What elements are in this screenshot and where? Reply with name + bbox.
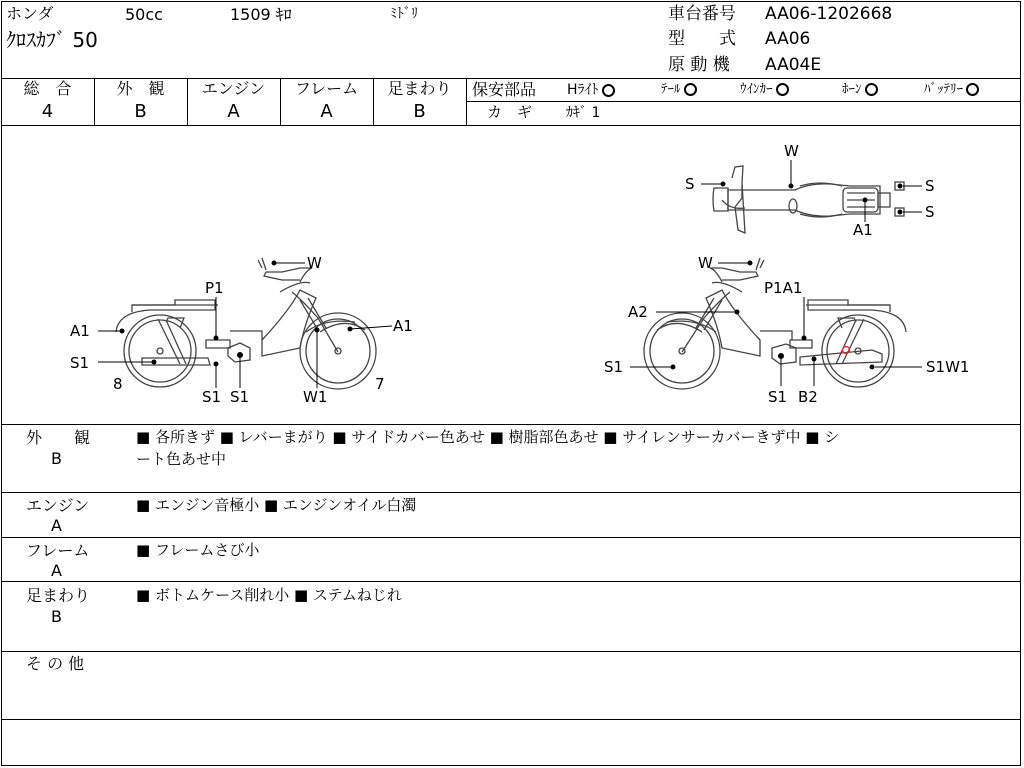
divider bbox=[1, 537, 1021, 538]
grade-value: B bbox=[134, 101, 147, 122]
diagram-label: S1 bbox=[768, 388, 788, 406]
circle-ok-icon bbox=[602, 84, 615, 97]
grade-label: 足まわり bbox=[387, 79, 452, 98]
diagram-label: S bbox=[685, 175, 695, 193]
diagram-label: W bbox=[698, 254, 713, 272]
diagram-label: S1 bbox=[230, 388, 250, 406]
safety-item-label: ﾊﾞｯﾃﾘｰ bbox=[924, 82, 963, 97]
maker: ホンダ bbox=[6, 4, 54, 23]
safety-item-tail bbox=[661, 83, 697, 96]
note-text: ■ ボトムケース削れ小 ■ ステムねじれ bbox=[136, 586, 402, 604]
diagram-label: B2 bbox=[798, 388, 818, 406]
note-text: ■ エンジン音極小 ■ エンジンオイル白濁 bbox=[136, 496, 417, 514]
diagram-label: P1 bbox=[205, 279, 224, 297]
note-category: 外 観 bbox=[26, 428, 91, 447]
note-category: フレーム bbox=[26, 541, 90, 560]
key-value: ｶｷﾞ 1 bbox=[566, 105, 601, 121]
diagram-label: A2 bbox=[628, 303, 648, 321]
frame-no-label: 車台番号 bbox=[668, 4, 736, 24]
engine-value: AA04E bbox=[765, 55, 822, 75]
note-category: そ の 他 bbox=[26, 654, 85, 673]
divider bbox=[1, 424, 1021, 425]
diagram-label: 8 bbox=[113, 375, 123, 393]
type-label: 型 式 bbox=[668, 29, 736, 49]
diagram-label: S bbox=[925, 203, 935, 221]
color: ﾐﾄﾞﾘ bbox=[390, 6, 418, 22]
bike-left-view bbox=[116, 258, 376, 389]
frame-no: AA06-1202668 bbox=[765, 4, 893, 24]
note-grade: A bbox=[51, 561, 62, 580]
displacement: 50cc bbox=[125, 5, 163, 24]
safety-item-winker bbox=[740, 83, 789, 96]
note-grade: B bbox=[51, 607, 62, 626]
diagram-label: W bbox=[784, 142, 799, 160]
safety-item-horn bbox=[842, 83, 878, 96]
diagram-label: S1 bbox=[604, 358, 624, 376]
diagram-label: W1 bbox=[303, 388, 328, 406]
diagram-label: S1 bbox=[202, 388, 222, 406]
safety-label: 保安部品 bbox=[472, 80, 537, 99]
safety-item-label: ｳｲﾝｶｰ bbox=[740, 82, 773, 97]
safety-item-label: ﾎｰﾝ bbox=[842, 82, 862, 97]
note-grade: B bbox=[51, 449, 62, 468]
grade-value: A bbox=[227, 101, 240, 122]
model-name: ｸﾛｽｶﾌﾞ 50 bbox=[6, 28, 98, 52]
circle-ok-icon bbox=[966, 83, 979, 96]
note-category: エンジン bbox=[26, 496, 90, 515]
grade-value: 4 bbox=[41, 101, 54, 122]
divider bbox=[1, 651, 1021, 652]
grade-label: エンジン bbox=[201, 79, 266, 98]
divider bbox=[1, 492, 1021, 493]
circle-ok-icon bbox=[865, 83, 878, 96]
safety-item-label: ﾃｰﾙ bbox=[661, 82, 681, 97]
circle-ok-icon bbox=[684, 83, 697, 96]
diagram-label: A1 bbox=[393, 317, 413, 335]
safety-item-battery bbox=[924, 83, 979, 96]
note-text: ■ フレームさび小 bbox=[136, 541, 260, 559]
circle-ok-icon bbox=[776, 83, 789, 96]
grade-value: B bbox=[413, 101, 426, 122]
note-text: ート色あせ中 bbox=[136, 450, 227, 468]
note-text: ■ 各所きず ■ レバーまがり ■ サイドカバー色あせ ■ 樹脂部色あせ ■ サイレンサーカバーきず中 ■ シ bbox=[136, 428, 840, 446]
safety-item-label: Hﾗｲﾄ bbox=[567, 82, 599, 98]
grade-label: フレーム bbox=[294, 79, 359, 98]
mileage: 1509 ｷﾛ bbox=[230, 5, 292, 24]
grade-label: 総 合 bbox=[23, 79, 72, 98]
bike-top-view bbox=[713, 166, 904, 233]
divider bbox=[1, 581, 1021, 582]
diagram-label: S1 bbox=[70, 354, 90, 372]
inspection-diagram bbox=[0, 126, 1022, 424]
bike-right-view bbox=[644, 258, 906, 389]
divider bbox=[1, 719, 1021, 720]
divider bbox=[466, 101, 1021, 102]
key-label: カ ギ bbox=[487, 103, 533, 121]
diagram-label: S1W1 bbox=[926, 358, 970, 376]
diagram-label: W bbox=[307, 254, 322, 272]
grade-value: A bbox=[320, 101, 333, 122]
grade-label: 外 観 bbox=[116, 79, 165, 98]
note-grade: A bbox=[51, 516, 62, 535]
diagram-label: A1 bbox=[70, 322, 90, 340]
note-category: 足まわり bbox=[26, 586, 91, 605]
type-value: AA06 bbox=[765, 29, 811, 49]
diagram-label: S bbox=[925, 177, 935, 195]
safety-item-headlight bbox=[567, 83, 615, 97]
divider bbox=[466, 78, 467, 125]
diagram-label: A1 bbox=[853, 221, 873, 239]
diagram-label: P1A1 bbox=[764, 279, 803, 297]
engine-label: 原 動 機 bbox=[668, 55, 730, 75]
diagram-label: 7 bbox=[375, 375, 385, 393]
